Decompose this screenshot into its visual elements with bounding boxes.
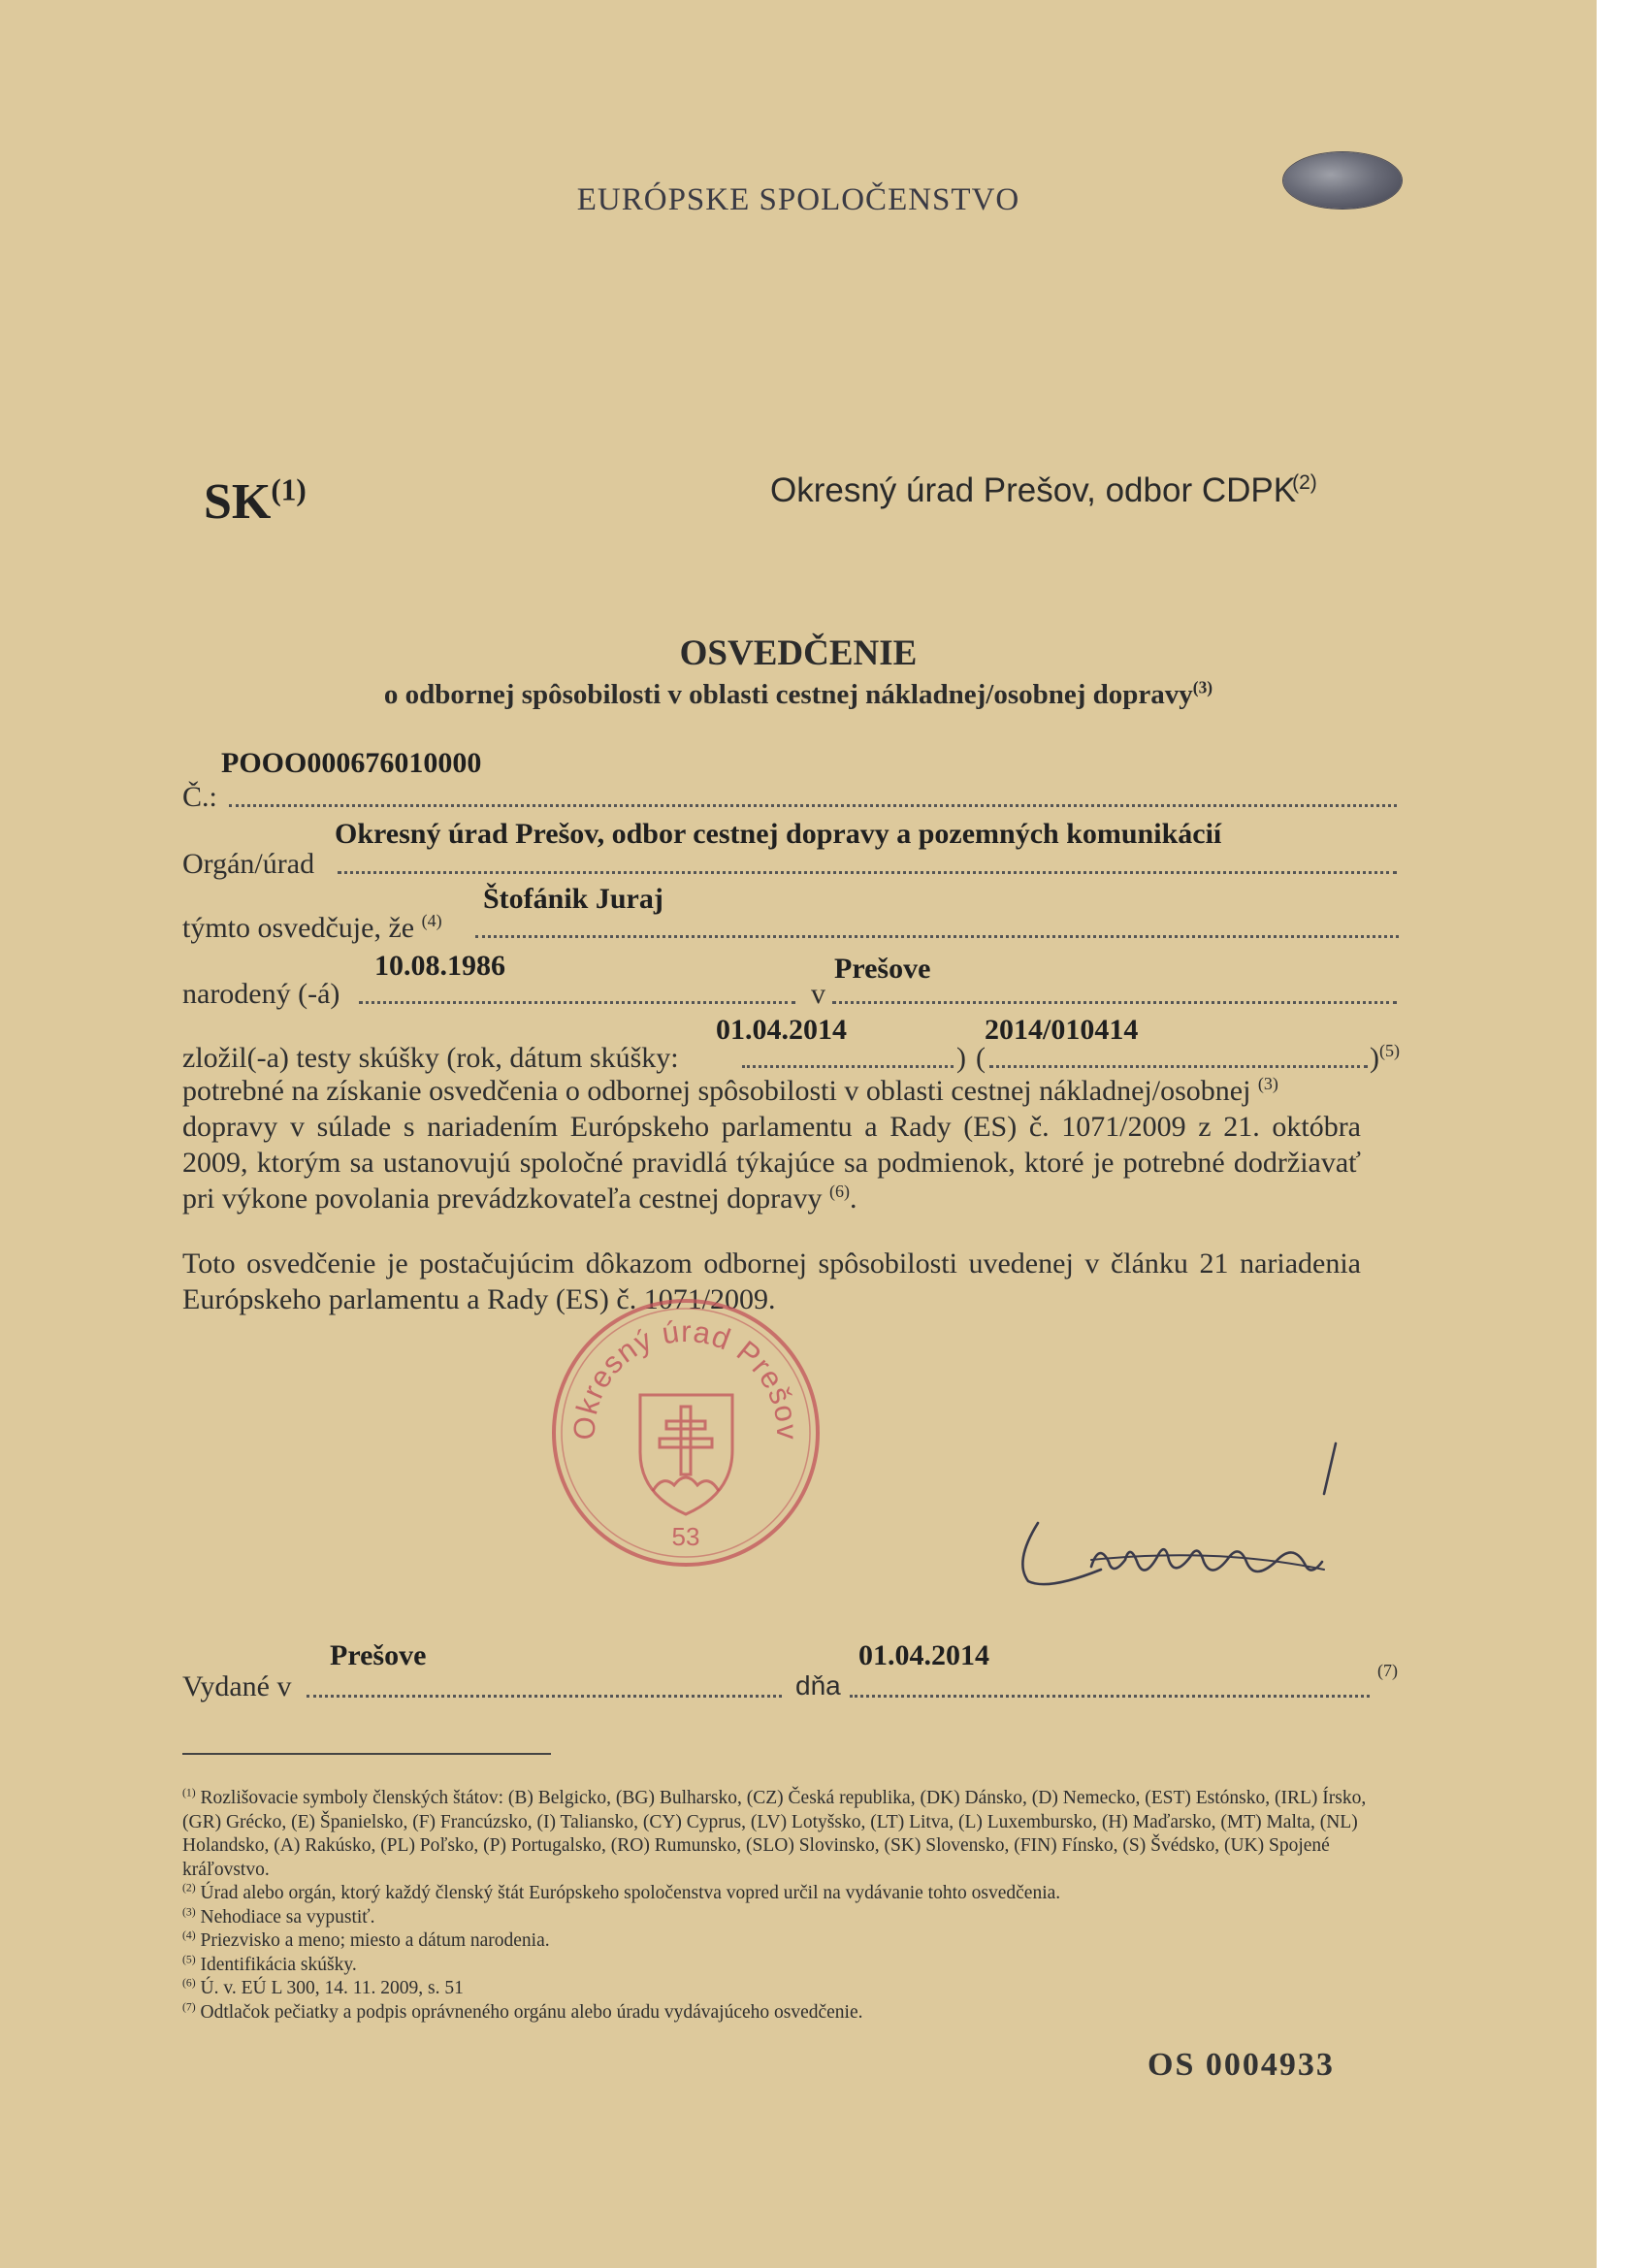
stamp-number: 53 [671, 1522, 700, 1551]
body-line1-note: (3) [1257, 1074, 1278, 1093]
certificate-subtitle [0, 679, 1597, 711]
body-line1-text: potrebné na získanie osvedčenia o odbornej spôsobilosti v oblasti cestnej nákladnej/osobnej [182, 1075, 1251, 1107]
footnote-6 [182, 1977, 1375, 2001]
exam-id-close: ) [1370, 1042, 1379, 1074]
issued-place: Prešove [330, 1639, 427, 1671]
issued-date-dotted-line [850, 1695, 1370, 1698]
exam-note: (5) [1379, 1041, 1400, 1060]
footnote-5-mark: (5) [182, 1953, 196, 1965]
birth-place: Prešove [834, 953, 931, 985]
footnote-5 [182, 1954, 1375, 1978]
footnote-6-text: Ú. v. EÚ L 300, 14. 11. 2009, s. 51 [200, 1978, 464, 1998]
footnote-7-mark: (7) [182, 2000, 196, 2013]
body-paragraph1-note: (6) [828, 1182, 850, 1201]
footnote-6-mark: (6) [182, 1976, 196, 1990]
authority-top-text: Okresný úrad Prešov, odbor CDPK [770, 471, 1297, 509]
hologram-seal [1283, 152, 1402, 209]
header-title: EURÓPSKE SPOLOČENSTVO [576, 182, 1020, 217]
double-cross-icon [660, 1407, 712, 1474]
issued-note: (7) [1377, 1661, 1398, 1680]
footnote-1-text: Rozlišovacie symboly členských štátov: (B) Belgicko, (BG) Bulharsko, (CZ) Česká republika, (DK) Dánsko, (D) Nemecko, (EST) Estónsko, (IRL) Írsko, (GR) Grécko, (E) Španielsko, (F) Francúzsko, (I) Taliansko, (CY) Cyprus, (LV) Lotyšsko, (LT) Litva, (L) Luxembursko, (H) Maďarsko, (MT) Malta, (NL) Holandsko, (A) Rakúsko, (PL) Poľsko, (P) Portugalsko, (RO) Rumunsko, (SLO) Slovinsko, (SK) Slovensko, (FIN) Fínsko, (S) Švédsko, (UK) Spojené kráľovstvo. [182, 1788, 1367, 1880]
handwritten-signature [985, 1397, 1343, 1601]
country-note: (1) [271, 472, 307, 507]
body-paragraph1-text: dopravy v súlade s nariadením Európskeho parlamentu a Rady (ES) č. 1071/2009 z 21. októbra 2009, ktorým sa ustanovujú spoločné pravidlá týkajúce sa podmienok, ktoré je potrebné dodržiavať pri výkone povolania prevádzkovateľa cestnej dopravy [182, 1111, 1361, 1215]
issued-place-dotted-line [307, 1695, 782, 1698]
country-code [204, 473, 307, 531]
footnote-1 [182, 1787, 1375, 1882]
footnote-rule [182, 1753, 551, 1755]
certifies-note: (4) [421, 911, 442, 930]
exam-id-dotted-line [989, 1065, 1368, 1068]
subtitle-text: o odbornej spôsobilosti v oblasti cestnej nákladnej/osobnej dopravy [383, 679, 1193, 710]
footnote-3-mark: (3) [182, 1905, 196, 1918]
number-dotted-line [229, 804, 1397, 807]
certificate-title: OSVEDČENIE [679, 633, 918, 673]
scan-margin [1597, 0, 1649, 2268]
hills-icon [653, 1477, 719, 1491]
serial-number: OS 0004933 [1148, 2047, 1335, 2083]
number-label: Č.: [182, 781, 217, 813]
exam-open-paren: ( [976, 1042, 986, 1074]
exam-close-paren: ) [956, 1042, 966, 1074]
subtitle-note: (3) [1192, 677, 1213, 697]
footnote-7 [182, 2001, 1375, 2025]
country-code-text: SK [204, 474, 272, 530]
holder-name: Štofánik Juraj [483, 883, 663, 915]
footnote-2 [182, 1882, 1375, 1906]
footnote-4-text: Priezvisko a meno; miesto a dátum narodenia. [200, 1930, 550, 1951]
footnote-7-text: Odtlačok pečiatky a podpis oprávneného orgánu alebo úradu vydávajúceho osvedčenie. [200, 2001, 863, 2023]
authority-label: Orgán/úrad [182, 848, 315, 880]
issued-label: Vydané v [182, 1670, 292, 1702]
issuing-authority-top [770, 471, 1317, 510]
body-paragraph1 [182, 1109, 1361, 1216]
holder-dotted-line [475, 935, 1399, 938]
footnotes [182, 1787, 1375, 2025]
exam-id: 2014/010414 [985, 1014, 1139, 1046]
certificate-number: POOO000676010000 [221, 747, 482, 779]
born-label: narodený (-á) [182, 978, 340, 1010]
birth-date: 10.08.1986 [374, 950, 505, 982]
footnote-3 [182, 1906, 1375, 1930]
body-line1 [182, 1073, 1361, 1109]
certifies-label [182, 912, 442, 945]
born-in-label: v [811, 978, 825, 1010]
authority-dotted-line [338, 871, 1397, 874]
issued-date-label: dňa [795, 1670, 841, 1701]
footnote-5-text: Identifikácia skúšky. [200, 1954, 357, 1975]
authority-top-note: (2) [1292, 471, 1317, 495]
exam-id-close-paren [1370, 1042, 1400, 1075]
certifies-text: týmto osvedčuje, že [182, 912, 415, 944]
exam-date: 01.04.2014 [716, 1014, 847, 1046]
authority-value: Okresný úrad Prešov, odbor cestnej dopravy a pozemných komunikácií [335, 818, 1222, 850]
coat-of-arms-icon [640, 1395, 732, 1514]
footnote-1-mark: (1) [182, 1786, 196, 1799]
body-paragraph1-end: . [849, 1183, 857, 1215]
birth-date-dotted-line [359, 1001, 795, 1004]
issued-date: 01.04.2014 [858, 1639, 989, 1671]
birth-place-dotted-line [832, 1001, 1397, 1004]
official-stamp [548, 1295, 824, 1571]
stamp-text: Okresný úrad Prešov [566, 1313, 805, 1442]
footnote-4 [182, 1929, 1375, 1954]
footnote-4-mark: (4) [182, 1928, 196, 1942]
exam-date-dotted-line [742, 1065, 954, 1068]
footnote-3-text: Nehodiace sa vypustiť. [200, 1906, 375, 1928]
footnote-2-text: Úrad alebo orgán, ktorý každý členský štát Európskeho spoločenstva vopred určil na vydávanie tohto osvedčenia. [200, 1883, 1061, 1903]
body-paragraph2: Toto osvedčenie je postačujúcim dôkazom odbornej spôsobilosti uvedenej v článku 21 nariadenia Európskeho parlamentu a Rady (ES) č. 1071/2009. [182, 1247, 1361, 1315]
exam-label: zložil(-a) testy skúšky (rok, dátum skúšky: [182, 1042, 679, 1074]
footnote-2-mark: (2) [182, 1881, 196, 1895]
